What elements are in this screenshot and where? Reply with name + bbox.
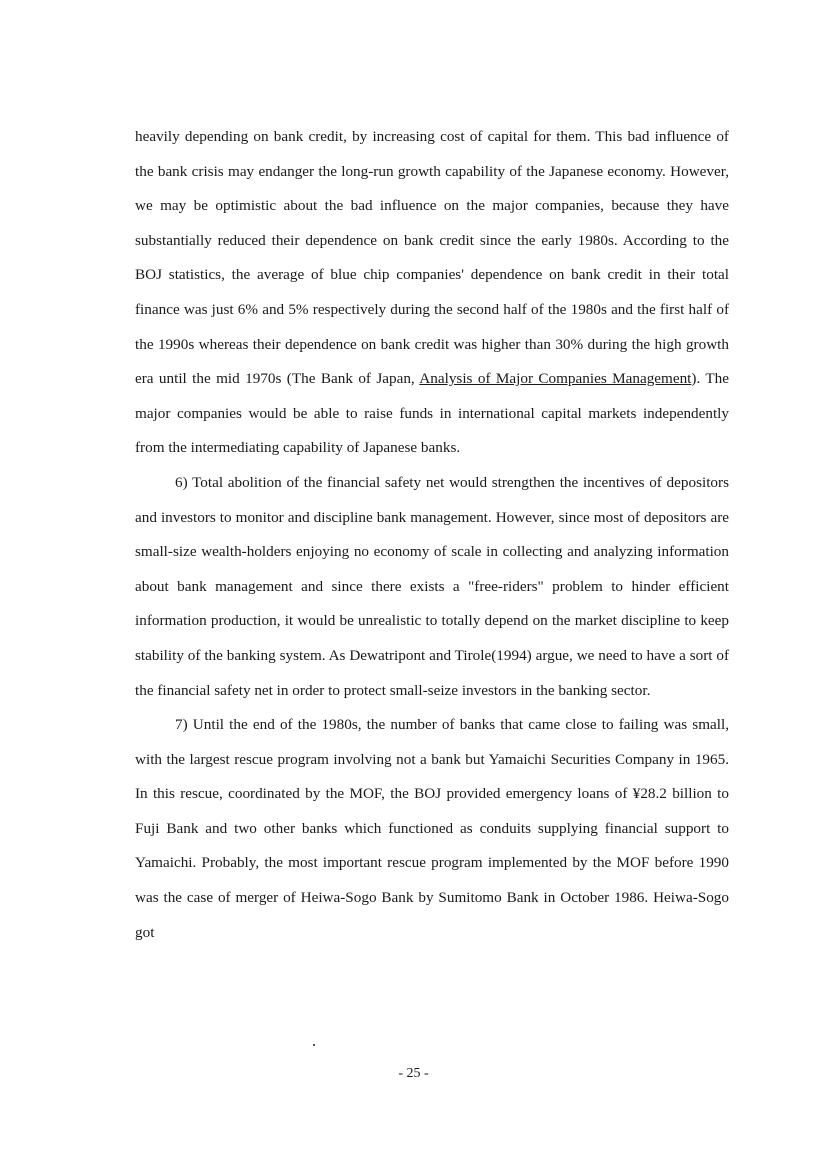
body-text <box>135 120 729 950</box>
paragraph-text: heavily depending on bank credit, by increasing cost of capital for them. This bad influence of the bank crisis may endanger the long-run growth capability of the Japanese economy. However, we may be optimistic about the bad influence on the major companies, because they have substantially reduced their dependence on bank credit since the early 1980s. According to the BOJ statistics, the average of blue chip companies' dependence on bank credit in their total finance was just 6% and 5% respectively during the second half of the 1980s and the first half of the 1990s whereas their dependence on bank credit was higher than 30% during the high growth era until the mid 1970s (The Bank of Japan, <box>135 128 729 388</box>
paragraph-continued <box>135 120 729 466</box>
paragraph-6: 6) Total abolition of the financial safety net would strengthen the incentives of depositors and investors to monitor and discipline bank management. However, since most of depositors are small-size wealth-holders enjoying no economy of scale in collecting and analyzing information about bank management and since there exists a "free-riders" problem to hinder efficient information production, it would be unrealistic to totally depend on the market discipline to keep stability of the banking system. As Dewatripont and Tirole(1994) argue, we need to have a sort of the financial safety net in order to protect small-seize investors in the banking sector. <box>135 473 729 699</box>
cited-title: Analysis of Major Companies Management <box>419 370 692 388</box>
paragraph-text-end: ). The major companies would be able to raise funds in international capital markets independently from the intermediating capability of Japanese banks. <box>135 370 729 457</box>
page-number: - 25 - <box>398 1066 429 1081</box>
scan-speck <box>313 1044 315 1046</box>
paragraph-7: 7) Until the end of the 1980s, the number of banks that came close to failing was small, with the largest rescue program involving not a bank but Yamaichi Securities Company in 1965. In this rescue, coordinated by the MOF, the BOJ provided emergency loans of ¥28.2 billion to Fuji Bank and two other banks which functioned as conduits supplying financial support to Yamaichi. Probably, the most important rescue program implemented by the MOF before 1990 was the case of merger of Heiwa-Sogo Bank by Sumitomo Bank in October 1986. Heiwa-Sogo got <box>135 716 729 941</box>
